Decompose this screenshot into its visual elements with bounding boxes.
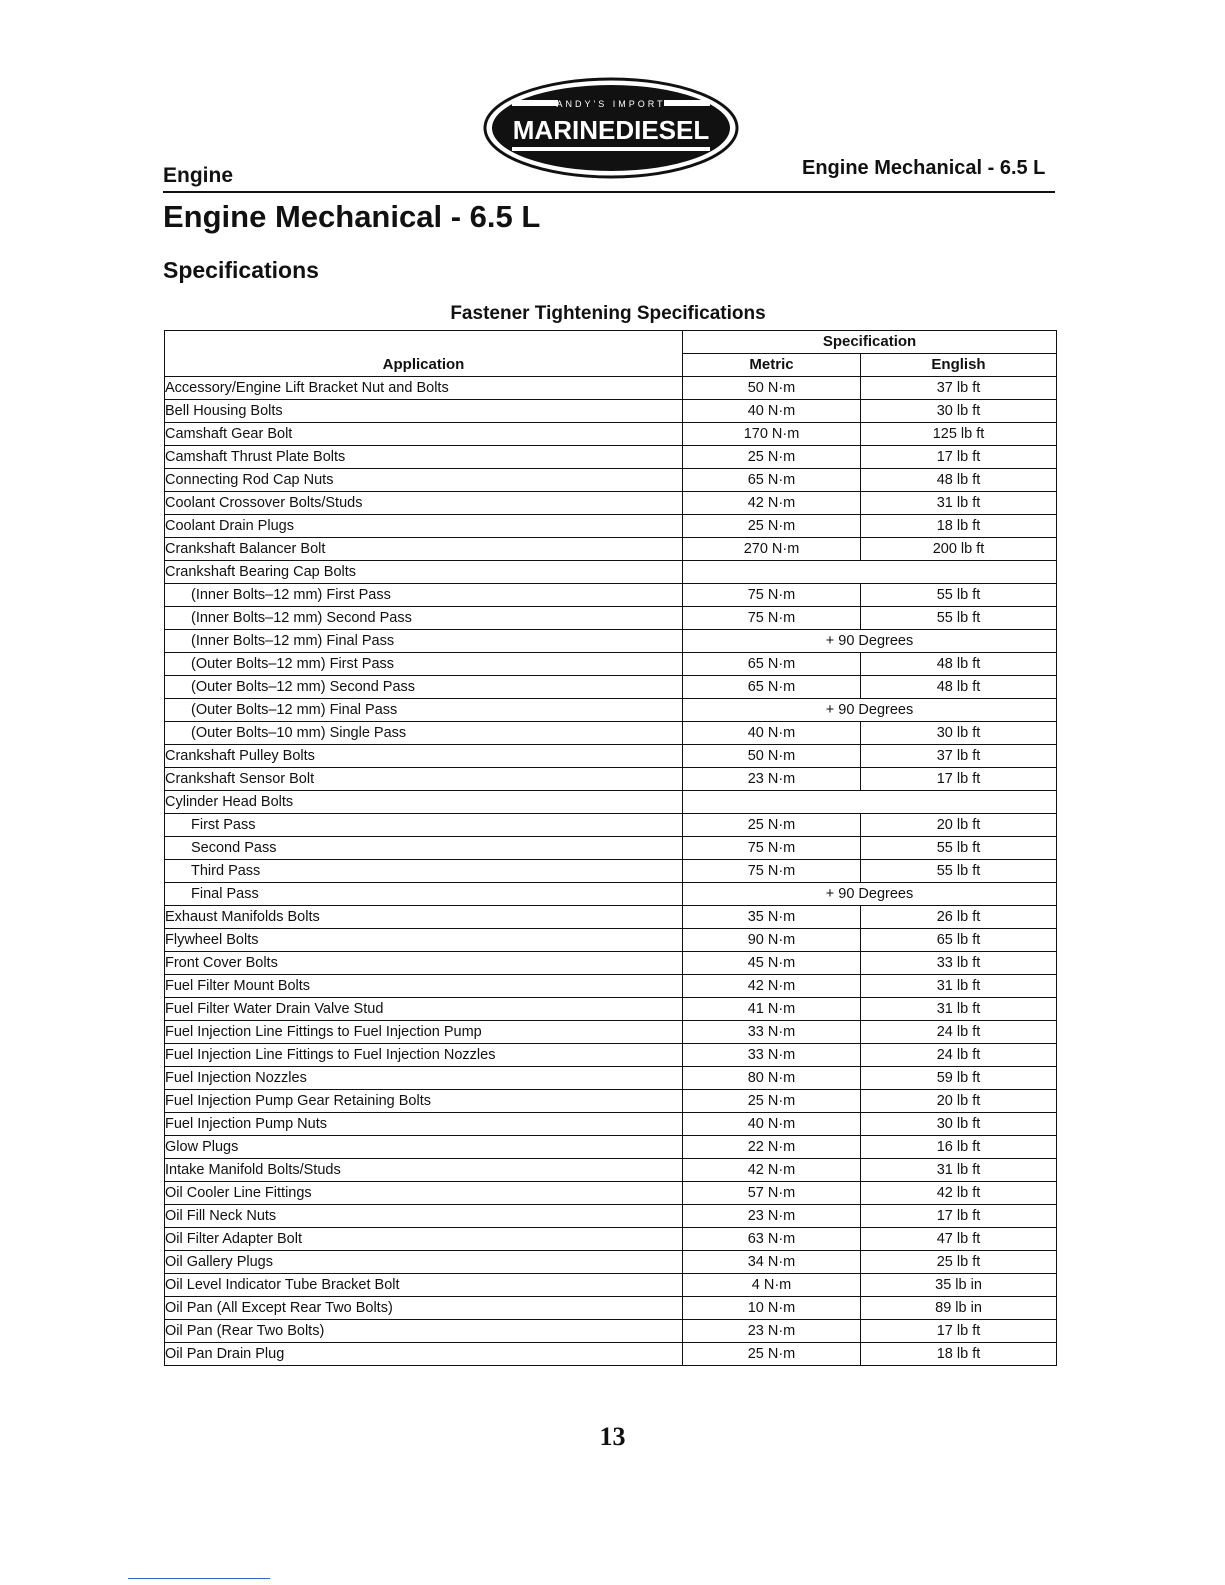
application-cell: Oil Filter Adapter Bolt [165, 1228, 683, 1251]
application-cell: First Pass [165, 814, 683, 837]
table-row [165, 1182, 1057, 1205]
application-cell: Oil Pan (Rear Two Bolts) [165, 1320, 683, 1343]
metric-value-cell: 75 N·m [683, 584, 861, 607]
application-cell: Fuel Injection Pump Nuts [165, 1113, 683, 1136]
application-cell: Coolant Crossover Bolts/Studs [165, 492, 683, 515]
table-row [165, 400, 1057, 423]
metric-value-cell: 22 N·m [683, 1136, 861, 1159]
application-cell: Fuel Injection Pump Gear Retaining Bolts [165, 1090, 683, 1113]
english-value-cell: 55 lb ft [861, 584, 1057, 607]
english-value-cell: 31 lb ft [861, 1159, 1057, 1182]
metric-value-cell: 25 N·m [683, 515, 861, 538]
application-cell: Front Cover Bolts [165, 952, 683, 975]
metric-value-cell: 41 N·m [683, 998, 861, 1021]
metric-value-cell: 35 N·m [683, 906, 861, 929]
footer-line [128, 1578, 270, 1579]
section-subtitle: Specifications [163, 257, 319, 283]
application-cell: Crankshaft Balancer Bolt [165, 538, 683, 561]
english-value-cell: 33 lb ft [861, 952, 1057, 975]
application-cell: Camshaft Gear Bolt [165, 423, 683, 446]
english-value-cell: 31 lb ft [861, 998, 1057, 1021]
application-cell: Cylinder Head Bolts [165, 791, 683, 814]
english-value-cell: 20 lb ft [861, 814, 1057, 837]
metric-value-cell: 40 N·m [683, 1113, 861, 1136]
metric-value-cell: 65 N·m [683, 653, 861, 676]
metric-value-cell: 23 N·m [683, 1205, 861, 1228]
table-row [165, 630, 1057, 653]
english-value-cell: 17 lb ft [861, 768, 1057, 791]
metric-value-cell: 10 N·m [683, 1297, 861, 1320]
application-cell: Connecting Rod Cap Nuts [165, 469, 683, 492]
english-value-cell: 25 lb ft [861, 1251, 1057, 1274]
table-row [165, 1205, 1057, 1228]
header-section-left: Engine [163, 164, 234, 187]
page-title: Engine Mechanical - 6.5 L [163, 199, 541, 234]
english-value-cell: 31 lb ft [861, 492, 1057, 515]
table-row [165, 1343, 1057, 1366]
english-value-cell: 42 lb ft [861, 1182, 1057, 1205]
metric-value-cell: 25 N·m [683, 814, 861, 837]
table-row [165, 1297, 1057, 1320]
column-header-metric: Metric [683, 354, 861, 377]
table-row [165, 768, 1057, 791]
table-row [165, 791, 1057, 814]
table-row [165, 653, 1057, 676]
english-value-cell: 18 lb ft [861, 1343, 1057, 1366]
table-row [165, 699, 1057, 722]
english-value-cell: 200 lb ft [861, 538, 1057, 561]
application-cell: Second Pass [165, 837, 683, 860]
application-cell: Fuel Filter Water Drain Valve Stud [165, 998, 683, 1021]
english-value-cell: 55 lb ft [861, 607, 1057, 630]
english-value-cell: 37 lb ft [861, 745, 1057, 768]
application-cell: (Outer Bolts–10 mm) Single Pass [165, 722, 683, 745]
application-cell: Crankshaft Bearing Cap Bolts [165, 561, 683, 584]
application-cell: (Outer Bolts–12 mm) Final Pass [165, 699, 683, 722]
metric-value-cell: 50 N·m [683, 745, 861, 768]
application-cell: Accessory/Engine Lift Bracket Nut and Bolts [165, 377, 683, 400]
english-value-cell: 17 lb ft [861, 1320, 1057, 1343]
metric-value-cell: 25 N·m [683, 1090, 861, 1113]
application-cell: Bell Housing Bolts [165, 400, 683, 423]
application-cell: (Outer Bolts–12 mm) First Pass [165, 653, 683, 676]
svg-text:MARINEDIESEL: MARINEDIESEL [512, 115, 710, 145]
english-value-cell: 30 lb ft [861, 400, 1057, 423]
group-spec-cell [683, 561, 1057, 584]
metric-value-cell: 75 N·m [683, 860, 861, 883]
english-value-cell: 48 lb ft [861, 676, 1057, 699]
header-rule [163, 191, 1055, 193]
application-cell: Coolant Drain Plugs [165, 515, 683, 538]
table-row [165, 1067, 1057, 1090]
application-cell: Fuel Injection Line Fittings to Fuel Injection Pump [165, 1021, 683, 1044]
metric-value-cell: 270 N·m [683, 538, 861, 561]
application-cell: (Inner Bolts–12 mm) First Pass [165, 584, 683, 607]
metric-value-cell: 170 N·m [683, 423, 861, 446]
english-value-cell: 30 lb ft [861, 1113, 1057, 1136]
table-row [165, 469, 1057, 492]
english-value-cell: 18 lb ft [861, 515, 1057, 538]
page-number: 13 [599, 1422, 626, 1451]
metric-value-cell: 40 N·m [683, 400, 861, 423]
english-value-cell: 35 lb in [861, 1274, 1057, 1297]
marinediesel-logo [482, 76, 740, 180]
table-row [165, 1113, 1057, 1136]
application-cell: Camshaft Thrust Plate Bolts [165, 446, 683, 469]
table-row [165, 423, 1057, 446]
metric-value-cell: 33 N·m [683, 1044, 861, 1067]
application-cell: Oil Fill Neck Nuts [165, 1205, 683, 1228]
application-cell: (Inner Bolts–12 mm) Second Pass [165, 607, 683, 630]
table-row [165, 745, 1057, 768]
spec-table-body [165, 377, 1057, 1366]
metric-value-cell: 90 N·m [683, 929, 861, 952]
table-row [165, 515, 1057, 538]
table-row [165, 492, 1057, 515]
table-row [165, 584, 1057, 607]
table-row [165, 906, 1057, 929]
table-row [165, 722, 1057, 745]
application-cell: Fuel Filter Mount Bolts [165, 975, 683, 998]
table-row [165, 1159, 1057, 1182]
table-row [165, 1251, 1057, 1274]
metric-value-cell: 4 N·m [683, 1274, 861, 1297]
table-row [165, 561, 1057, 584]
metric-value-cell: 65 N·m [683, 469, 861, 492]
english-value-cell: 24 lb ft [861, 1044, 1057, 1067]
table-row [165, 929, 1057, 952]
application-cell: Crankshaft Sensor Bolt [165, 768, 683, 791]
english-value-cell: 37 lb ft [861, 377, 1057, 400]
english-value-cell: 30 lb ft [861, 722, 1057, 745]
angle-spec-cell: + 90 Degrees [683, 699, 1057, 722]
table-row [165, 998, 1057, 1021]
application-cell: Flywheel Bolts [165, 929, 683, 952]
english-value-cell: 26 lb ft [861, 906, 1057, 929]
metric-value-cell: 33 N·m [683, 1021, 861, 1044]
metric-value-cell: 45 N·m [683, 952, 861, 975]
metric-value-cell: 63 N·m [683, 1228, 861, 1251]
english-value-cell: 59 lb ft [861, 1067, 1057, 1090]
application-cell: (Outer Bolts–12 mm) Second Pass [165, 676, 683, 699]
application-cell: Final Pass [165, 883, 683, 906]
fastener-spec-table [164, 330, 1057, 1366]
table-row [165, 860, 1057, 883]
table-row [165, 883, 1057, 906]
english-value-cell: 24 lb ft [861, 1021, 1057, 1044]
metric-value-cell: 42 N·m [683, 1159, 861, 1182]
table-row [165, 607, 1057, 630]
english-value-cell: 55 lb ft [861, 860, 1057, 883]
application-cell: (Inner Bolts–12 mm) Final Pass [165, 630, 683, 653]
header-section-right: Engine Mechanical - 6.5 L [802, 157, 1046, 179]
table-row [165, 814, 1057, 837]
english-value-cell: 48 lb ft [861, 653, 1057, 676]
column-header-specification: Specification [683, 331, 1057, 354]
table-row [165, 1320, 1057, 1343]
english-value-cell: 20 lb ft [861, 1090, 1057, 1113]
metric-value-cell: 40 N·m [683, 722, 861, 745]
application-cell: Crankshaft Pulley Bolts [165, 745, 683, 768]
english-value-cell: 65 lb ft [861, 929, 1057, 952]
application-cell: Fuel Injection Nozzles [165, 1067, 683, 1090]
table-row [165, 837, 1057, 860]
application-cell: Oil Pan Drain Plug [165, 1343, 683, 1366]
english-value-cell: 55 lb ft [861, 837, 1057, 860]
angle-spec-cell: + 90 Degrees [683, 883, 1057, 906]
application-cell: Exhaust Manifolds Bolts [165, 906, 683, 929]
group-spec-cell [683, 791, 1057, 814]
application-cell: Oil Gallery Plugs [165, 1251, 683, 1274]
metric-value-cell: 42 N·m [683, 492, 861, 515]
column-header-english: English [861, 354, 1057, 377]
metric-value-cell: 23 N·m [683, 768, 861, 791]
application-cell: Oil Level Indicator Tube Bracket Bolt [165, 1274, 683, 1297]
application-cell: Intake Manifold Bolts/Studs [165, 1159, 683, 1182]
english-value-cell: 31 lb ft [861, 975, 1057, 998]
table-row [165, 676, 1057, 699]
table-row [165, 1044, 1057, 1067]
angle-spec-cell: + 90 Degrees [683, 630, 1057, 653]
metric-value-cell: 23 N·m [683, 1320, 861, 1343]
table-row [165, 1021, 1057, 1044]
metric-value-cell: 75 N·m [683, 607, 861, 630]
english-value-cell: 48 lb ft [861, 469, 1057, 492]
svg-text:ANDY'S IMPORT: ANDY'S IMPORT [556, 99, 666, 109]
metric-value-cell: 65 N·m [683, 676, 861, 699]
table-row [165, 1228, 1057, 1251]
table-row [165, 975, 1057, 998]
table-row [165, 446, 1057, 469]
english-value-cell: 47 lb ft [861, 1228, 1057, 1251]
table-row [165, 538, 1057, 561]
metric-value-cell: 80 N·m [683, 1067, 861, 1090]
english-value-cell: 89 lb in [861, 1297, 1057, 1320]
english-value-cell: 125 lb ft [861, 423, 1057, 446]
metric-value-cell: 50 N·m [683, 377, 861, 400]
metric-value-cell: 42 N·m [683, 975, 861, 998]
table-row [165, 377, 1057, 400]
table-row [165, 1136, 1057, 1159]
application-cell: Third Pass [165, 860, 683, 883]
english-value-cell: 17 lb ft [861, 446, 1057, 469]
column-header-application: Application [165, 331, 683, 377]
application-cell: Fuel Injection Line Fittings to Fuel Injection Nozzles [165, 1044, 683, 1067]
application-cell: Oil Cooler Line Fittings [165, 1182, 683, 1205]
application-cell: Glow Plugs [165, 1136, 683, 1159]
english-value-cell: 16 lb ft [861, 1136, 1057, 1159]
table-row [165, 1274, 1057, 1297]
metric-value-cell: 25 N·m [683, 1343, 861, 1366]
metric-value-cell: 34 N·m [683, 1251, 861, 1274]
table-row [165, 952, 1057, 975]
metric-value-cell: 57 N·m [683, 1182, 861, 1205]
table-row [165, 1090, 1057, 1113]
metric-value-cell: 75 N·m [683, 837, 861, 860]
metric-value-cell: 25 N·m [683, 446, 861, 469]
table-title: Fastener Tightening Specifications [450, 303, 766, 324]
application-cell: Oil Pan (All Except Rear Two Bolts) [165, 1297, 683, 1320]
english-value-cell: 17 lb ft [861, 1205, 1057, 1228]
